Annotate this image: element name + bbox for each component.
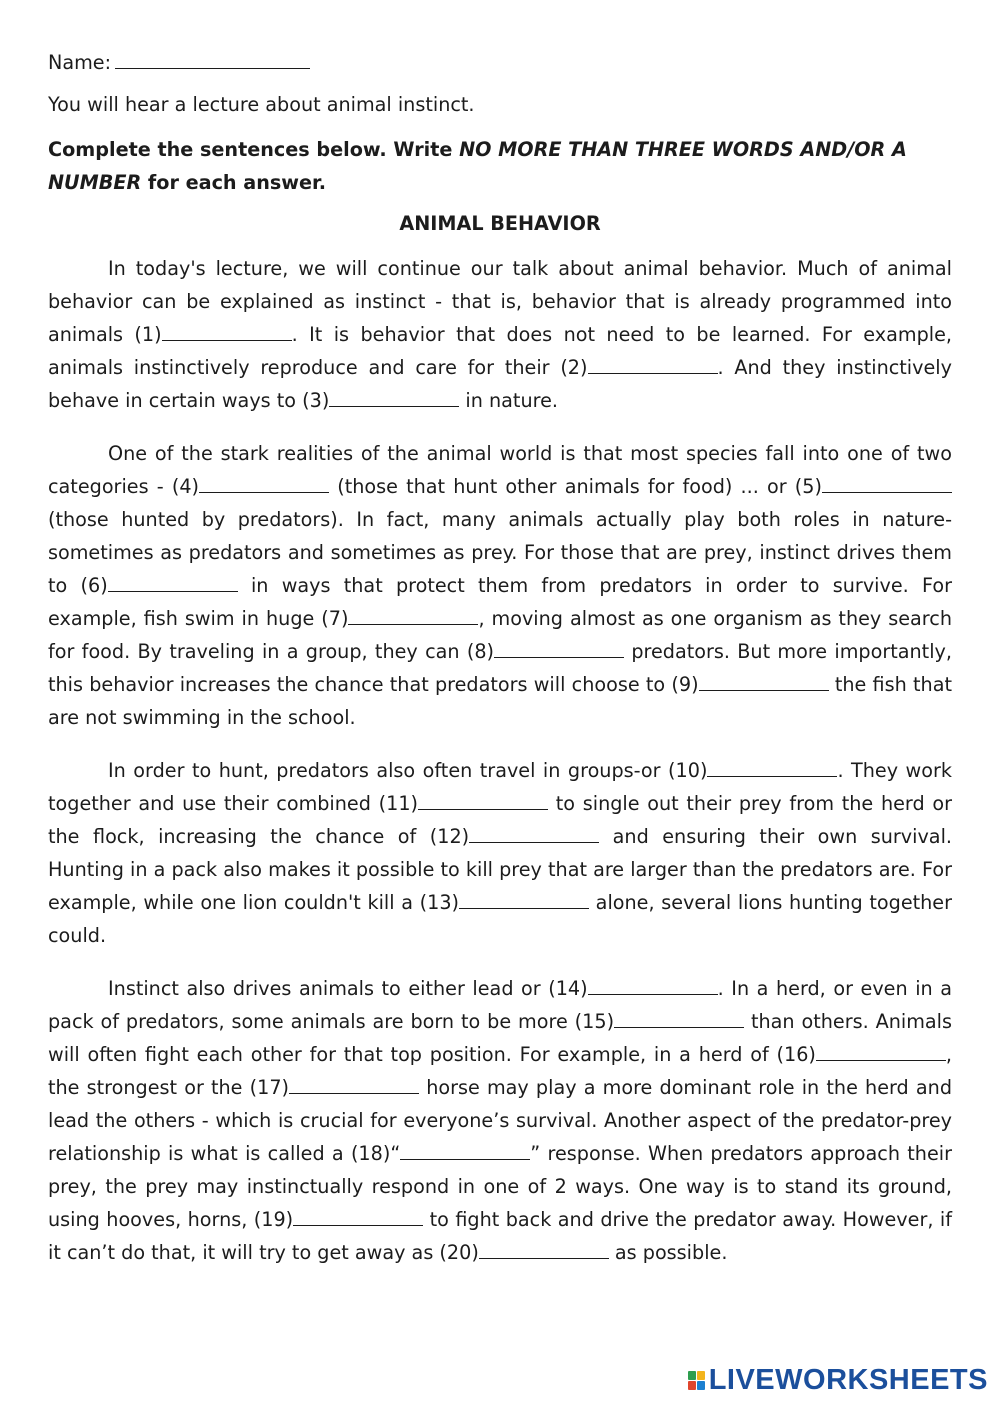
paragraph-text: alone, several lions hunting together could. [48,891,952,947]
liveworksheets-logo-icon [688,1371,705,1390]
answer-blank-6[interactable] [108,571,238,592]
liveworksheets-logo[interactable] [688,1364,988,1397]
answer-blank-19[interactable] [293,1205,423,1226]
paragraph-text: in ways that protect them from predators in order to survive. For example, fish swim in huge (7) [48,574,952,630]
paragraph-4 [48,972,952,1269]
instruction-text: Complete the sentences below. Write [48,138,460,161]
paragraph-text: In today's lecture, we will continue our talk about animal behavior. Much of animal behavior can be explained as instinct - that is, behavior that is already programmed into animals (1) [48,257,952,346]
paragraph-text: ” response. When predators approach their prey, the prey may instinctually respond in one of 2 ways. One way is to stand its ground, using hooves, horns, (19) [48,1142,952,1231]
paragraph-text: in nature. [459,389,558,412]
answer-blank-10[interactable] [707,756,837,777]
answer-blank-16[interactable] [816,1040,946,1061]
answer-blank-11[interactable] [418,789,548,810]
answer-blank-20[interactable] [479,1238,609,1259]
worksheet-title: ANIMAL BEHAVIOR [399,212,601,235]
name-blank[interactable] [115,48,310,69]
paragraph-text: . They work together and use their combined (11) [48,759,952,815]
intro-text: You will hear a lecture about animal instinct. [48,93,475,116]
paragraph-text: , the strongest or the (17) [48,1043,952,1099]
instruction-emphasis: NUMBER [48,171,142,194]
instruction-text: for each answer. [141,171,327,194]
answer-blank-15[interactable] [614,1007,744,1028]
paragraph-text: . And they instinctively behave in certain ways to (3) [48,356,952,412]
paragraph-text: , moving almost as one organism as they search for food. By traveling in a group, they can (8) [48,607,952,663]
answer-blank-3[interactable] [329,386,459,407]
paragraph-text: (those hunted by predators). In fact, many animals actually play both roles in nature-sometimes as predators and sometimes as prey. For those that are prey, instinct drives them to (6) [48,508,952,597]
answer-blank-13[interactable] [459,888,589,909]
paragraph-1 [48,252,952,417]
answer-blank-7[interactable] [348,604,478,625]
paragraph-3 [48,754,952,952]
paragraph-text: In order to hunt, predators also often travel in groups-or (10) [108,759,708,782]
paragraph-text: than others. Animals will often fight each other for that top position. For example, in a herd of (16) [48,1010,952,1066]
paragraph-text: as possible. [608,1241,728,1264]
instructions [48,133,952,199]
paragraph-text: horse may play a more dominant role in the herd and lead the others - which is crucial for everyone’s survival. Another aspect of the predator-prey relationship is what is called a (18)“ [48,1076,952,1165]
logo-text: LIVEWORKSHEETS [708,1364,988,1396]
paragraph-2 [48,437,952,734]
paragraph-text: . In a herd, or even in a pack of predators, some animals are born to be more (15) [48,977,953,1033]
paragraph-text: . It is behavior that does not need to be learned. For example, animals instinctively reproduce and care for their (2) [48,323,952,379]
answer-blank-18[interactable] [400,1139,530,1160]
paragraph-text: the fish that are not swimming in the school. [48,673,952,729]
paragraph-text: Instinct also drives animals to either lead or (14) [108,977,588,1000]
answer-blank-12[interactable] [469,822,599,843]
name-field-row [48,48,310,77]
paragraph-text: One of the stark realities of the animal world is that most species fall into one of two categories - (4) [48,442,952,498]
instruction-emphasis: NO MORE THAN THREE WORDS AND/OR A [459,138,907,161]
name-label: Name: [48,51,112,74]
answer-blank-14[interactable] [588,974,718,995]
answer-blank-2[interactable] [588,353,718,374]
answer-blank-5[interactable] [822,472,952,493]
paragraph-text: predators. But more importantly, this behavior increases the chance that predators will choose to (9) [48,640,952,696]
answer-blank-1[interactable] [162,320,292,341]
paragraph-text: to fight back and drive the predator away. However, if it can’t do that, it will try to get away as (20) [48,1208,952,1264]
paragraph-text: to single out their prey from the herd or the flock, increasing the chance of (12) [48,792,952,848]
answer-blank-9[interactable] [699,670,829,691]
paragraph-text: and ensuring their own survival. Hunting in a pack also makes it possible to kill prey that are larger than the predators are. For example, while one lion couldn't kill a (13) [48,825,952,914]
answer-blank-8[interactable] [494,637,624,658]
answer-blank-4[interactable] [199,472,329,493]
answer-blank-17[interactable] [289,1073,419,1094]
paragraph-text: (those that hunt other animals for food) ... or (5) [329,475,822,498]
